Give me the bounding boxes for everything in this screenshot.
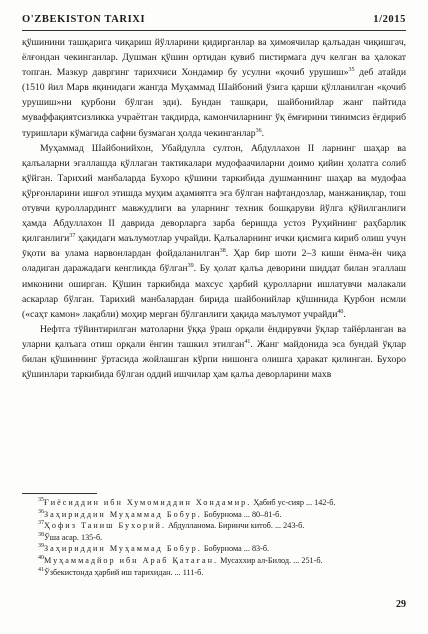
footnote-ref-38: 38	[219, 248, 226, 255]
footnote-ref-39: 39	[187, 263, 194, 270]
footnote-rule	[22, 493, 97, 494]
footnote-36: $^{36}$Заҳириддин Муҳаммад Бобур. Бобурнома ... 80–81-б.	[38, 508, 282, 519]
page-number: 29	[396, 599, 406, 610]
paragraph-1: қўшинини ташқарига чиқариш йўлларини қидирганлар ва ҳимоячилар қалъадан чиқишгач, ёлғондан чекинганлар. Душман қўшин ортидан қувиб пистирмага дуч келган ва ҳалокат топган. Мазкур давргинг тарихчиси Хондамир бу усулни «қочиб урушиш»$^{35}$ деб атайди (1510 йил Марв яқинидаги жангда Муҳаммад Шайбоний ўзига қарши қўлланилган «қочиб урушиш»ни қурбони бўлган эди). Бундан ташқари, шайбонийлар жанг пайтида муваффақиятсизликка учраётган тақдирда, камончиларнинг ўқ ёмғирини тинимсиз ёғдириб туришлари кўмагида сафни бузмаган ҳолда чекинганлар$^{36}$.	[22, 37, 407, 139]
main-text	[22, 35, 406, 382]
footnote-ref-40: 40	[337, 308, 344, 315]
running-header	[22, 14, 406, 28]
paragraph-3: Нефтга тўйинтирилган матоларни ўққа ўраш орқали ёндирувчи ўқлар тайёрланган ва уларни қалъага отиш орқали ёнгин ташкил этилган$^{41}$. Жанг майдонида эса бундай ўқлар билан қўшиннинг ўртасида жойлашган кўрпи нишонга олишга ҳаракат қилинган. Бухоро қўшинлари таркибида бўлган оддий ишчилар ҳам қалъа деворларини махв	[22, 323, 406, 381]
issue-number: 1/2015	[373, 14, 406, 25]
paragraph-2: Муҳаммад Шайбонийхон, Убайдулла султон, Абдуллахон II ларнинг шаҳар ва қалъаларни эгаллашда қўллаган тактикалари мудофаачиларни доимо қийин ҳолатга солиб қўйган. Тарихий манбаларда Бухоро қўшини таркибида душманнинг шаҳар ва мудофаа қўрғонларини ишғол этишда муҳим аҳамиятга эга бўлган нафтандозлар, манжаниқлар, тош отувчи қуроллардингг мавжудлиги ва уларнинг техник бошқаруви йўлга қўйилганлиги ҳамда Абдуллахон II даврида деворларга зарба беришда устоз Руҳийнинг раҳбарлик қилганлиги$^{37}$ ҳақидаги маълумотлар учрайди. Қалъаларнинг ички қисмига кириб олиш учун ӯқоти ва улама нарвонлардан фойдаланилган$^{38}$. Ҳар бир шоти 2–3 киши ёнма-ён чиқа оладиган даражадаги кенгликда бўлган$^{39}$. Бу ҳолат қалъа деворини шиддат билан эгаллаш имконини оширган. Қўшин таркибида махсус ҳарбий қуролларни ишлатувчи малакали аскарлар бўлган. Тарихий манбалардан бирида шайбонийлар қўшинида Қурбон исмли («саҳт камон» лақабли) моҳир мерган бўлганлиги ҳақида маълумот учрайди$^{40}$.	[22, 142, 407, 320]
footnote-ref-36: 36	[255, 127, 262, 134]
header-rule	[22, 30, 406, 31]
footnote-39: $^{39}$Заҳириддин Муҳаммад Бобур. Бобурнома ... 83-б.	[38, 543, 270, 554]
footnote-ref-37: 37	[69, 233, 76, 240]
journal-title: O'ZBEKISTON TARIXI	[22, 14, 146, 25]
footnote-41: $^{41}$Ўзбекистонда ҳарбий иш тарихидан. ... 111-б.	[38, 566, 204, 577]
footnotes	[22, 497, 406, 578]
footnote-ref-41: 41	[244, 338, 251, 345]
footnote-ref-35: 35	[348, 67, 355, 74]
footnote-37: $^{37}$Ҳофиз Таниш Бухорий. Абдулланома. Биринчи китоб. ... 243-б.	[38, 520, 305, 531]
footnote-40: $^{40}$Муҳаммадйор ибн Араб Қатаған. Мусаххир ал-Билод. ... 251-б.	[38, 554, 323, 565]
footnote-35: $^{35}$Ғиёсиддин ибн Хумомиддин Хондамир. Ҳабиб ус-сияр ... 142-б.	[38, 497, 336, 507]
footnote-38: $^{38}$Ўша асар. 135-б.	[38, 531, 103, 542]
